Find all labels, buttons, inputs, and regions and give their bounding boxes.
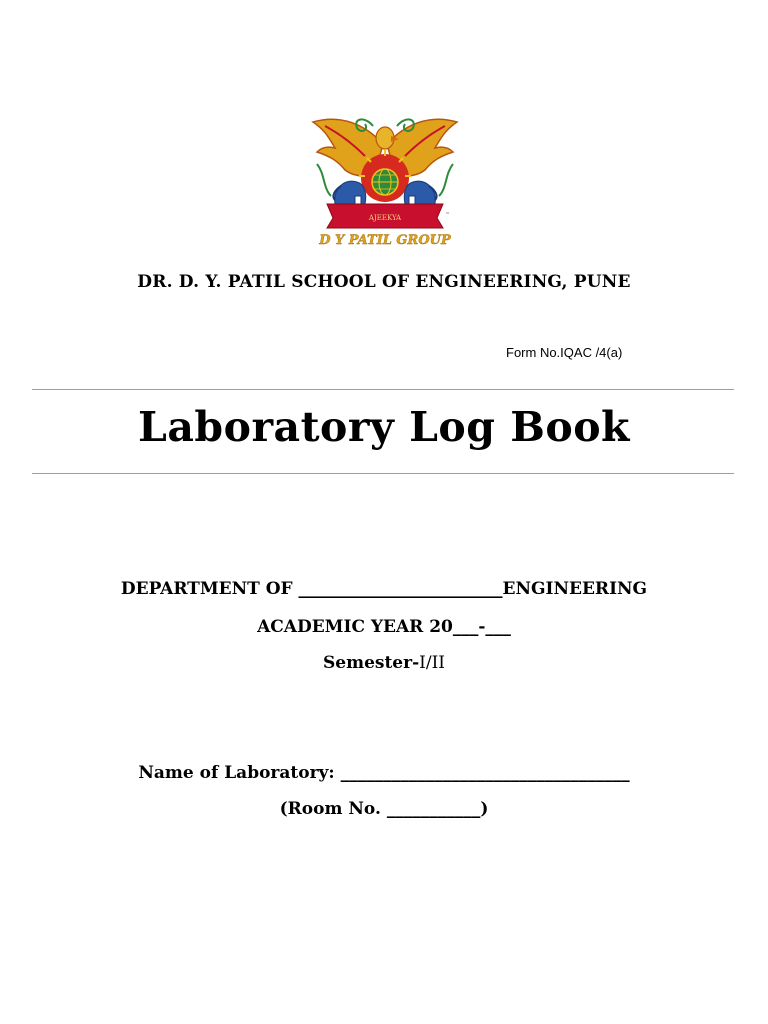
svg-text:™: ™ [445,212,450,218]
room-prefix: (Room No. [279,799,387,819]
room-suffix: ) [480,799,489,819]
school-name: DR. D. Y. PATIL SCHOOL OF ENGINEERING, PUNE [137,272,631,292]
laboratory-label: Name of Laboratory: [138,763,341,783]
bottom-divider [32,473,734,474]
semester-label: Semester- [322,653,420,673]
form-number: Form No.IQAC /4(a) [506,345,623,360]
department-suffix: ENGINEERING [502,579,648,599]
semester-line [0,653,768,673]
svg-text:AJEEKYA: AJEEKYA [368,214,402,222]
page-title: Laboratory Log Book [138,403,630,451]
laboratory-blank: __________________________________ [340,763,630,783]
department-prefix: DEPARTMENT OF [120,579,299,599]
laboratory-name-line [0,763,768,783]
svg-text:D Y PATIL GROUP: D Y PATIL GROUP [319,233,451,248]
department-line [0,579,768,599]
eagle-emblem-icon [305,104,465,249]
academic-year-line: ACADEMIC YEAR 20___-___ [257,617,511,637]
department-blank: ________________________ [298,579,503,599]
dy-patil-group-logo [305,104,465,249]
semester-value: I/II [419,653,446,673]
room-blank: ___________ [386,799,481,819]
top-divider [32,389,734,390]
room-number-line [0,799,768,819]
